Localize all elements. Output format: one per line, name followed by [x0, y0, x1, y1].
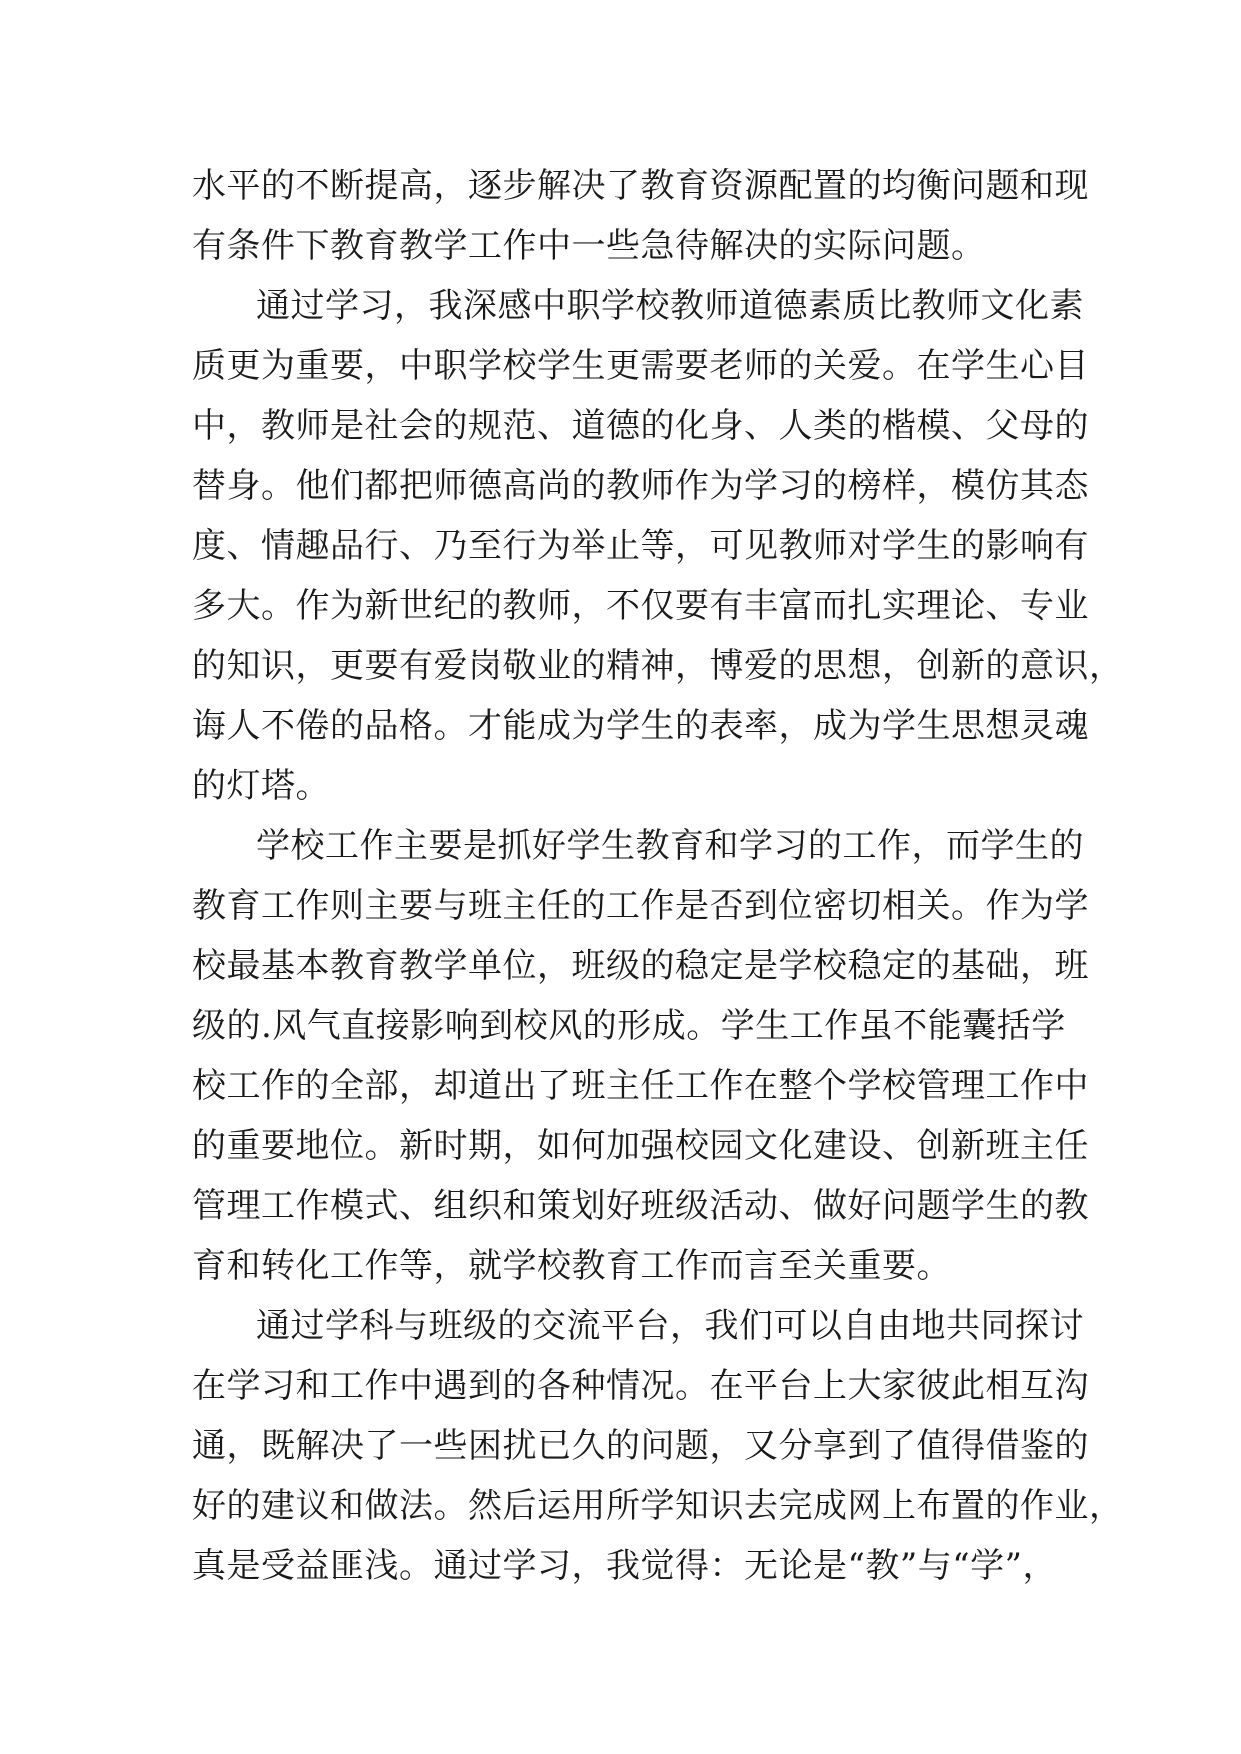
text-line: 水平的不断提高，逐步解决了教育资源配置的均衡问题和现	[192, 166, 1089, 206]
text-line: 的重要地位。新时期，如何加强校园文化建设、创新班主任	[192, 1126, 1089, 1166]
paragraph-first-line: 学校工作主要是抓好学生教育和学习的工作，而学生的	[256, 826, 1084, 866]
text-line: 育和转化工作等，就学校教育工作而言至关重要。	[192, 1246, 951, 1286]
text-line: 诲人不倦的品格。才能成为学生的表率，成为学生思想灵魂	[192, 706, 1089, 746]
text-line: 的灯塔。	[192, 766, 330, 806]
text-line: 质更为重要，中职学校学生更需要老师的关爱。在学生心目	[192, 346, 1089, 386]
text-line: 的知识，更要有爱岗敬业的精神，博爱的思想，创新的意识，	[192, 646, 1124, 686]
text-line: 替身。他们都把师德高尚的教师作为学习的榜样，模仿其态	[192, 466, 1089, 506]
text-line: 级的.风气直接影响到校风的形成。学生工作虽不能囊括学	[192, 1006, 1066, 1046]
text-line: 校最基本教育教学单位，班级的稳定是学校稳定的基础，班	[192, 946, 1089, 986]
text-line: 真是受益匪浅。通过学习，我觉得：无论是“教”与“学”，	[192, 1546, 1058, 1586]
text-line: 管理工作模式、组织和策划好班级活动、做好问题学生的教	[192, 1186, 1089, 1226]
paragraph-first-line: 通过学科与班级的交流平台，我们可以自由地共同探讨	[256, 1306, 1084, 1346]
text-line: 好的建议和做法。然后运用所学知识去完成网上布置的作业，	[192, 1486, 1124, 1526]
text-line: 教育工作则主要与班主任的工作是否到位密切相关。作为学	[192, 886, 1089, 926]
text-line: 校工作的全部，却道出了班主任工作在整个学校管理工作中	[192, 1066, 1089, 1106]
text-line: 多大。作为新世纪的教师，不仅要有丰富而扎实理论、专业	[192, 586, 1089, 626]
paragraph-first-line: 通过学习，我深感中职学校教师道德素质比教师文化素	[256, 286, 1084, 326]
text-line: 度、情趣品行、乃至行为举止等，可见教师对学生的影响有	[192, 526, 1089, 566]
text-line: 中，教师是社会的规范、道德的化身、人类的楷模、父母的	[192, 406, 1089, 446]
text-line: 有条件下教育教学工作中一些急待解决的实际问题。	[192, 226, 986, 266]
text-line: 在学习和工作中遇到的各种情况。在平台上大家彼此相互沟	[192, 1366, 1089, 1406]
body-text	[192, 156, 1124, 1596]
text-line: 通，既解决了一些困扰已久的问题，又分享到了值得借鉴的	[192, 1426, 1089, 1466]
